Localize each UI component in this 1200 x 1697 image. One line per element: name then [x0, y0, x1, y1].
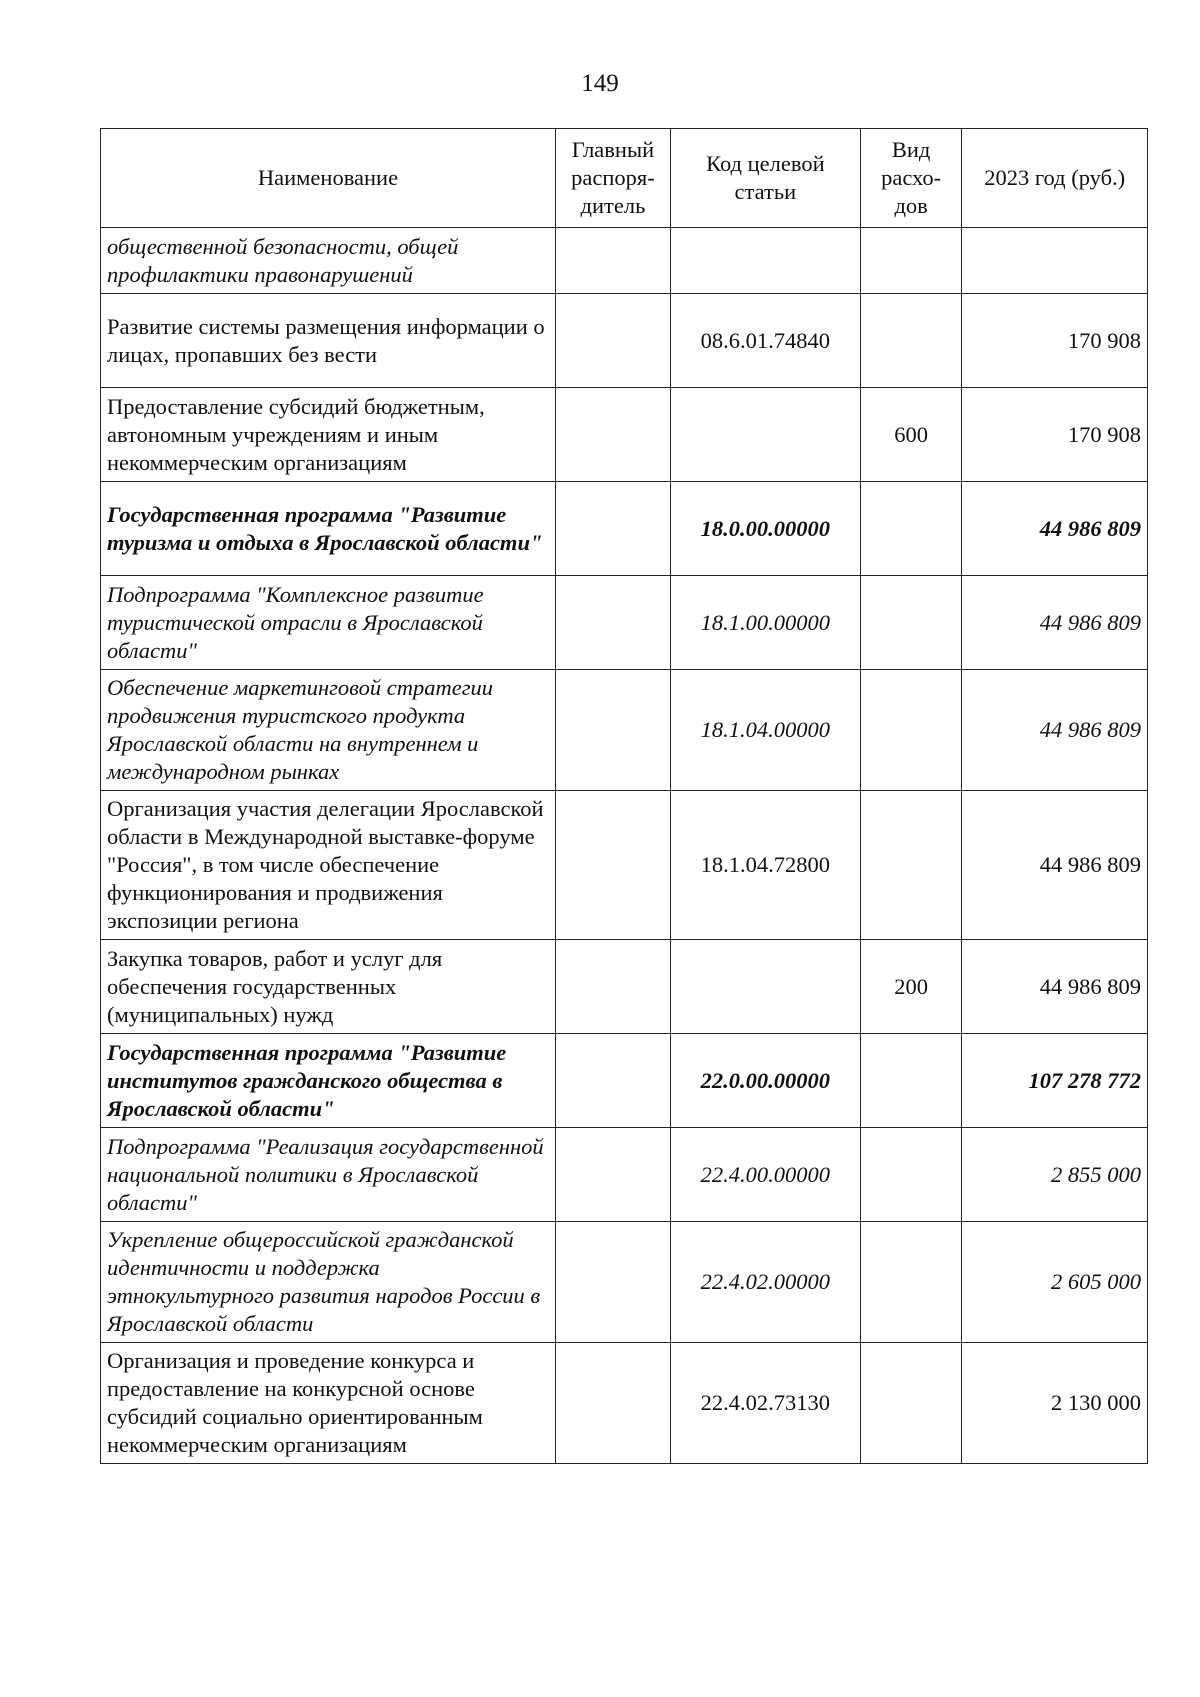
row-name: Организация и проведение конкурса и предоставление на конкурсной основе субсидий социально ориентированным некоммерческим организациям [101, 1343, 556, 1464]
table-row [101, 294, 1148, 388]
row-manager [556, 1343, 671, 1464]
row-name: Государственная программа "Развитие институтов гражданского общества в Ярославской области" [101, 1034, 556, 1128]
row-manager [556, 1222, 671, 1343]
row-code: 18.1.04.00000 [670, 670, 860, 791]
row-manager [556, 482, 671, 576]
row-amount: 44 986 809 [962, 576, 1148, 670]
row-manager [556, 576, 671, 670]
table-row [101, 940, 1148, 1034]
row-type [860, 576, 962, 670]
row-manager [556, 940, 671, 1034]
table-row [101, 791, 1148, 940]
row-manager [556, 670, 671, 791]
row-code: 22.0.00.00000 [670, 1034, 860, 1128]
row-code: 18.1.00.00000 [670, 576, 860, 670]
row-manager [556, 294, 671, 388]
row-type: 200 [860, 940, 962, 1034]
row-name: общественной безопасности, общей профилактики правонарушений [101, 228, 556, 294]
budget-table [100, 128, 1148, 1464]
row-name: Подпрограмма "Комплексное развитие туристической отрасли в Ярославской области" [101, 576, 556, 670]
row-code [670, 388, 860, 482]
row-name: Предоставление субсидий бюджетным, автономным учреждениям и иным некоммерческим организациям [101, 388, 556, 482]
row-amount: 2 605 000 [962, 1222, 1148, 1343]
row-amount [962, 228, 1148, 294]
table-row [101, 388, 1148, 482]
page-number: 149 [581, 70, 619, 97]
row-manager [556, 1128, 671, 1222]
row-amount: 44 986 809 [962, 791, 1148, 940]
row-amount: 44 986 809 [962, 482, 1148, 576]
table-row [101, 1343, 1148, 1464]
row-name: Развитие системы размещения информации о лицах, пропавших без вести [101, 294, 556, 388]
row-type: 600 [860, 388, 962, 482]
table-row [101, 670, 1148, 791]
row-manager [556, 1034, 671, 1128]
row-manager [556, 388, 671, 482]
table-body [101, 228, 1148, 1464]
row-name: Закупка товаров, работ и услуг для обеспечения государственных (муниципальных) нужд [101, 940, 556, 1034]
row-code: 08.6.01.74840 [670, 294, 860, 388]
table-row [101, 1034, 1148, 1128]
row-type [860, 791, 962, 940]
row-type [860, 1034, 962, 1128]
row-type [860, 1128, 962, 1222]
row-amount: 170 908 [962, 388, 1148, 482]
header-amount: 2023 год (руб.) [962, 129, 1148, 228]
row-name: Подпрограмма "Реализация государственной национальной политики в Ярославской области" [101, 1128, 556, 1222]
row-code: 22.4.02.00000 [670, 1222, 860, 1343]
row-code [670, 940, 860, 1034]
row-type [860, 228, 962, 294]
table-row [101, 482, 1148, 576]
row-manager [556, 791, 671, 940]
table-row [101, 1222, 1148, 1343]
header-type: Вид расхо-дов [860, 129, 962, 228]
row-code [670, 228, 860, 294]
header-name: Наименование [101, 129, 556, 228]
row-code: 22.4.02.73130 [670, 1343, 860, 1464]
table-row [101, 228, 1148, 294]
row-amount: 44 986 809 [962, 940, 1148, 1034]
row-code: 18.1.04.72800 [670, 791, 860, 940]
header-manager: Главный распоря-дитель [556, 129, 671, 228]
row-type [860, 482, 962, 576]
row-name: Укрепление общероссийской гражданской идентичности и поддержка этнокультурного развития народов России в Ярославской области [101, 1222, 556, 1343]
row-type [860, 670, 962, 791]
header-code: Код целевой статьи [670, 129, 860, 228]
row-name: Организация участия делегации Ярославской области в Международной выставке-форуме "Россия", в том числе обеспечение функционирования и продвижения экспозиции региона [101, 791, 556, 940]
row-manager [556, 228, 671, 294]
row-amount: 2 855 000 [962, 1128, 1148, 1222]
row-code: 22.4.00.00000 [670, 1128, 860, 1222]
row-amount: 170 908 [962, 294, 1148, 388]
table-row [101, 1128, 1148, 1222]
row-amount: 2 130 000 [962, 1343, 1148, 1464]
row-name: Государственная программа "Развитие туризма и отдыха в Ярославской области" [101, 482, 556, 576]
table-header-row [101, 129, 1148, 228]
row-name: Обеспечение маркетинговой стратегии продвижения туристского продукта Ярославской области на внутреннем и международном рынках [101, 670, 556, 791]
row-amount: 107 278 772 [962, 1034, 1148, 1128]
row-type [860, 1222, 962, 1343]
row-type [860, 1343, 962, 1464]
row-code: 18.0.00.00000 [670, 482, 860, 576]
table-row [101, 576, 1148, 670]
row-type [860, 294, 962, 388]
row-amount: 44 986 809 [962, 670, 1148, 791]
